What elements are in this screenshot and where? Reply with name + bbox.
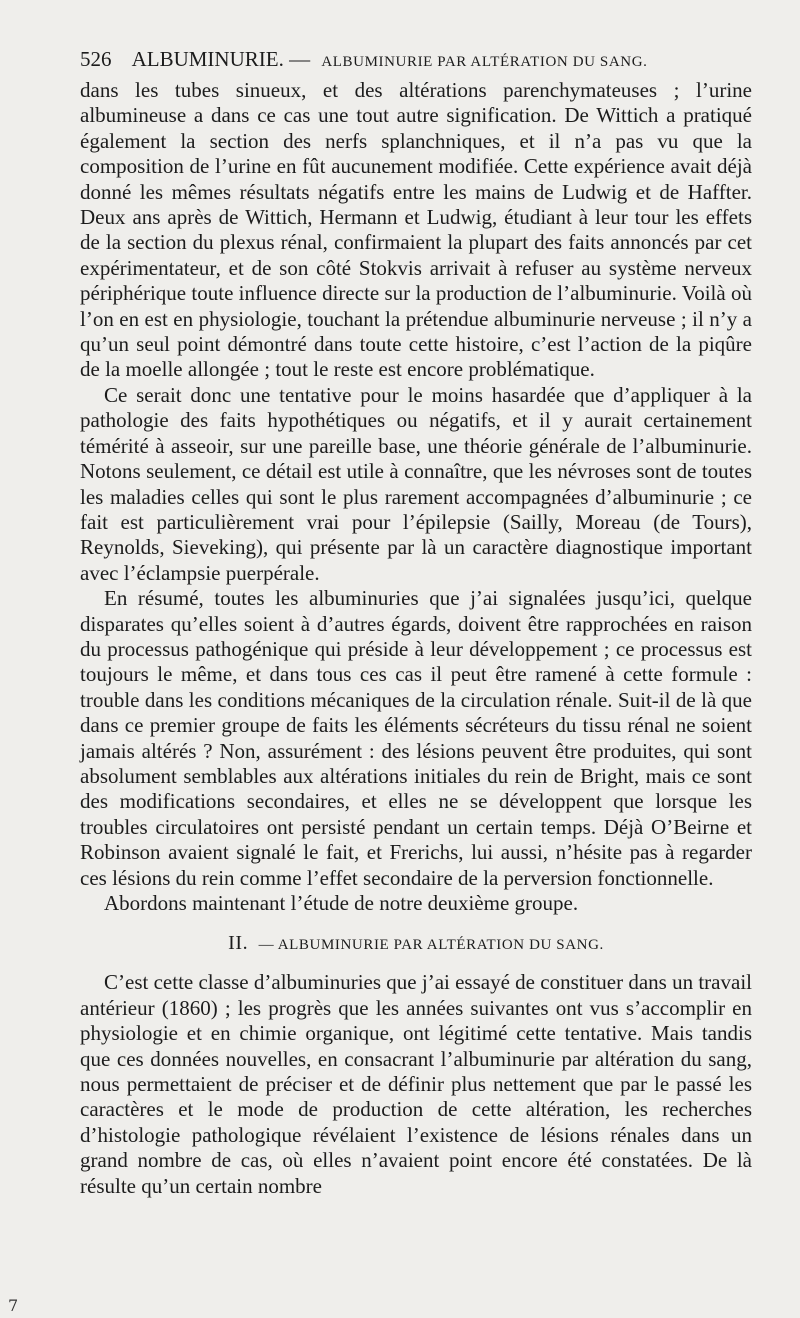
running-title: ALBUMINURIE PAR ALTÉRATION DU SANG.: [321, 54, 648, 70]
paragraph-5: C’est cette classe d’albuminuries que j’ai essayé de constituer dans un travail antérieur (1860) ; les progrès que les années suivantes ont vus s’accomplir en physiologie et en chimie organique, ont légitimé cette tentative. Mais tandis que ces données nouvelles, en consacrant l’albuminurie par altération du sang, nous permettaient de préciser et de définir plus nettement que par le passé les caractères et le mode de production de cette altération, les recherches d’histologie pathologique révélaient l’existence de lésions rénales dans un grand nombre de cas, où elles n’avaient point encore été constatées. De là résulte qu’un certain nombre: [80, 970, 752, 1198]
header-title: ALBUMINURIE.: [131, 47, 284, 71]
header-separator: —: [289, 47, 311, 71]
page-number: 526: [80, 47, 112, 71]
page-header: [80, 46, 752, 75]
section-number: II.: [228, 932, 249, 955]
body-text: [80, 78, 752, 1199]
section-heading: [80, 932, 752, 956]
paragraph-2: Ce serait donc une tentative pour le moins hasardée que d’appliquer à la pathologie des faits hypothétiques ou négatifs, et il y aurait certainement témérité à asseoir, sur une pareille base, une théorie générale de l’albuminurie. Notons seulement, ce détail est utile à connaître, que les névroses sont de toutes les maladies celles qui sont le plus rarement accompagnées d’albuminurie ; ce fait est particulièrement vrai pour l’épilepsie (Sailly, Moreau (de Tours), Reynolds, Sieveking), qui présente par là un caractère diagnostique important avec l’éclampsie puerpérale.: [80, 382, 752, 585]
paragraph-3: En résumé, toutes les albuminuries que j’ai signalées jusqu’ici, quelque disparates qu’elles soient à d’autres égards, doivent être rapprochées en raison du processus pathogénique qui préside à leur développement ; ce processus est toujours le même, et dans tous ces cas il peut être ramené à cette formule : trouble dans les conditions mécaniques de la circulation rénale. Suit-il de là que dans ce premier groupe de faits les éléments sécréteurs du tissu rénal ne soient jamais altérés ? Non, assurément : des lésions peuvent être produites, qui sont absolument semblables aux altérations initiales du rein de Bright, mais ce sont des modifications secondaires, et elles ne se développent que lorsque les troubles circulatoires ont persisté pendant un certain temps. Déjà O’Beirne et Robinson avaient signalé le fait, et Frerichs, lui aussi, n’hésite pas à regarder ces lésions du rein comme l’effet secondaire de la perversion fonctionnelle.: [80, 586, 752, 890]
section-title: ALBUMINURIE PAR ALTÉRATION DU SANG.: [277, 937, 604, 954]
section-dash: —: [258, 937, 275, 954]
paragraph-1: dans les tubes sinueux, et des altérations parenchymateuses ; l’urine albumineuse a dans ce cas une tout autre signification. De Wittich a pratiqué également la section des nerfs splanchniques, et il n’a pas vu que la composition de l’urine en fût aucunement modifiée. Cette expérience avait déjà donné les mêmes résultats négatifs entre les mains de Ludwig et de Haffter. Deux ans après de Wittich, Hermann et Ludwig, étudiant à leur tour les effets de la section du plexus rénal, confirmaient la plupart des faits annoncés par cet expérimentateur, et de son côté Stokvis arrivait à refuser au système nerveux périphérique toute influence directe sur la production de l’albuminurie. Voilà où l’on en est en physiologie, touchant la prétendue albuminurie nerveuse ; il n’y a qu’un seul point démontré dans toute cette histoire, c’est l’action de la piqûre de la moelle allongée ; tout le reste est encore problématique.: [80, 78, 752, 382]
corner-mark: 7: [8, 1296, 19, 1315]
paragraph-4: Abordons maintenant l’étude de notre deuxième groupe.: [104, 891, 579, 915]
